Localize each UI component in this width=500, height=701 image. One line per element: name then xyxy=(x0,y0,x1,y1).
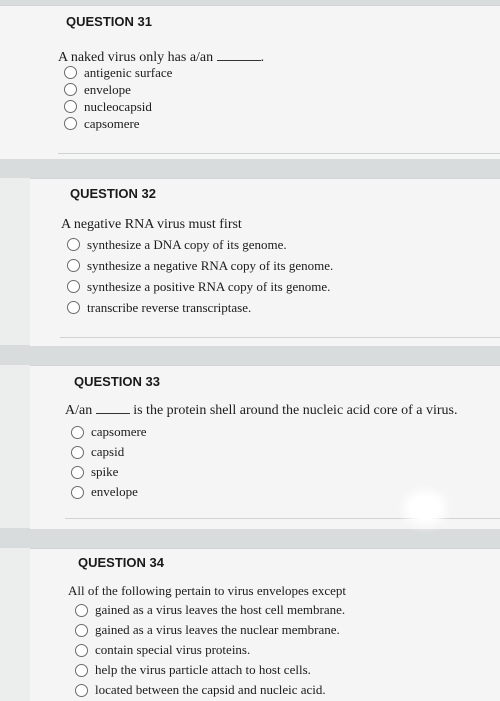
option-label: gained as a virus leaves the nuclear membrane. xyxy=(95,622,340,637)
prompt-text: A/an xyxy=(65,403,93,418)
option-antigenic-surface[interactable] xyxy=(64,64,172,81)
separator-band-1 xyxy=(0,158,500,178)
option-host-cell-membrane[interactable] xyxy=(75,600,345,620)
option-dna-copy[interactable] xyxy=(67,234,333,255)
prompt-text-end: . xyxy=(260,50,265,65)
option-nucleocapsid[interactable] xyxy=(64,98,172,115)
answer-blank xyxy=(217,50,261,61)
option-spike[interactable] xyxy=(71,462,147,482)
options-list xyxy=(71,422,147,502)
options-list xyxy=(67,234,333,318)
panel-divider xyxy=(65,518,500,519)
option-special-proteins[interactable] xyxy=(75,640,345,660)
question-32-panel xyxy=(30,178,500,346)
radio-button[interactable] xyxy=(75,664,88,677)
option-label: antigenic surface xyxy=(84,64,173,80)
radio-button[interactable] xyxy=(75,644,88,657)
options-list xyxy=(75,600,345,700)
radio-button[interactable] xyxy=(67,301,80,314)
prompt-text-end: is the protein shell around the nucleic acid core of a virus. xyxy=(133,403,458,418)
option-label: contain special virus proteins. xyxy=(95,642,251,657)
option-label: envelope xyxy=(84,81,131,97)
option-envelope[interactable] xyxy=(71,482,147,502)
prompt-text: A naked virus only has a/an xyxy=(58,50,214,65)
option-attach-host-cells[interactable] xyxy=(75,660,345,680)
question-title: QUESTION 32 xyxy=(70,186,156,201)
option-label: capsomere xyxy=(84,115,140,131)
option-label: help the virus particle attach to host cells. xyxy=(95,662,311,677)
option-envelope[interactable] xyxy=(64,81,172,98)
question-prompt: All of the following pertain to virus envelopes except xyxy=(68,583,346,598)
radio-button[interactable] xyxy=(64,100,77,113)
option-label: spike xyxy=(91,464,119,479)
radio-button[interactable] xyxy=(75,624,88,637)
option-capsomere[interactable] xyxy=(71,422,147,442)
screen-glare xyxy=(410,497,440,519)
radio-button[interactable] xyxy=(64,117,77,130)
radio-button[interactable] xyxy=(71,426,84,439)
question-title: QUESTION 33 xyxy=(74,374,160,389)
option-label: envelope xyxy=(91,484,138,499)
options-list xyxy=(64,64,172,132)
panel-divider xyxy=(60,337,500,338)
radio-button[interactable] xyxy=(75,684,88,697)
radio-button[interactable] xyxy=(67,280,80,293)
question-31-panel xyxy=(0,5,500,159)
question-prompt: A negative RNA virus must first xyxy=(61,217,242,232)
question-title: QUESTION 31 xyxy=(66,14,152,29)
radio-button[interactable] xyxy=(67,238,80,251)
option-capsomere[interactable] xyxy=(64,115,172,132)
radio-button[interactable] xyxy=(64,66,77,79)
option-label: synthesize a positive RNA copy of its genome. xyxy=(87,278,331,294)
separator-band-3 xyxy=(0,528,500,548)
option-label: gained as a virus leaves the host cell membrane. xyxy=(95,602,346,617)
radio-button[interactable] xyxy=(71,466,84,479)
option-nuclear-membrane[interactable] xyxy=(75,620,345,640)
radio-button[interactable] xyxy=(71,446,84,459)
question-prompt xyxy=(65,403,457,419)
question-34-panel xyxy=(30,548,500,701)
separator-band-2 xyxy=(0,345,500,365)
option-capsid[interactable] xyxy=(71,442,147,462)
panel-divider xyxy=(58,153,500,154)
option-label: capsomere xyxy=(91,424,147,439)
answer-blank xyxy=(96,403,130,414)
option-negative-rna-copy[interactable] xyxy=(67,255,333,276)
radio-button[interactable] xyxy=(67,259,80,272)
option-label: located between the capsid and nucleic acid. xyxy=(95,682,326,697)
radio-button[interactable] xyxy=(75,604,88,617)
option-label: capsid xyxy=(91,444,125,459)
option-label: synthesize a DNA copy of its genome. xyxy=(87,236,287,252)
option-label: nucleocapsid xyxy=(84,98,152,114)
option-between-capsid-nucleic-acid[interactable] xyxy=(75,680,345,700)
radio-button[interactable] xyxy=(64,83,77,96)
option-positive-rna-copy[interactable] xyxy=(67,276,333,297)
question-title: QUESTION 34 xyxy=(78,555,164,570)
option-reverse-transcriptase[interactable] xyxy=(67,297,333,318)
radio-button[interactable] xyxy=(71,486,84,499)
option-label: synthesize a negative RNA copy of its genome. xyxy=(87,257,334,273)
option-label: transcribe reverse transcriptase. xyxy=(87,299,252,315)
